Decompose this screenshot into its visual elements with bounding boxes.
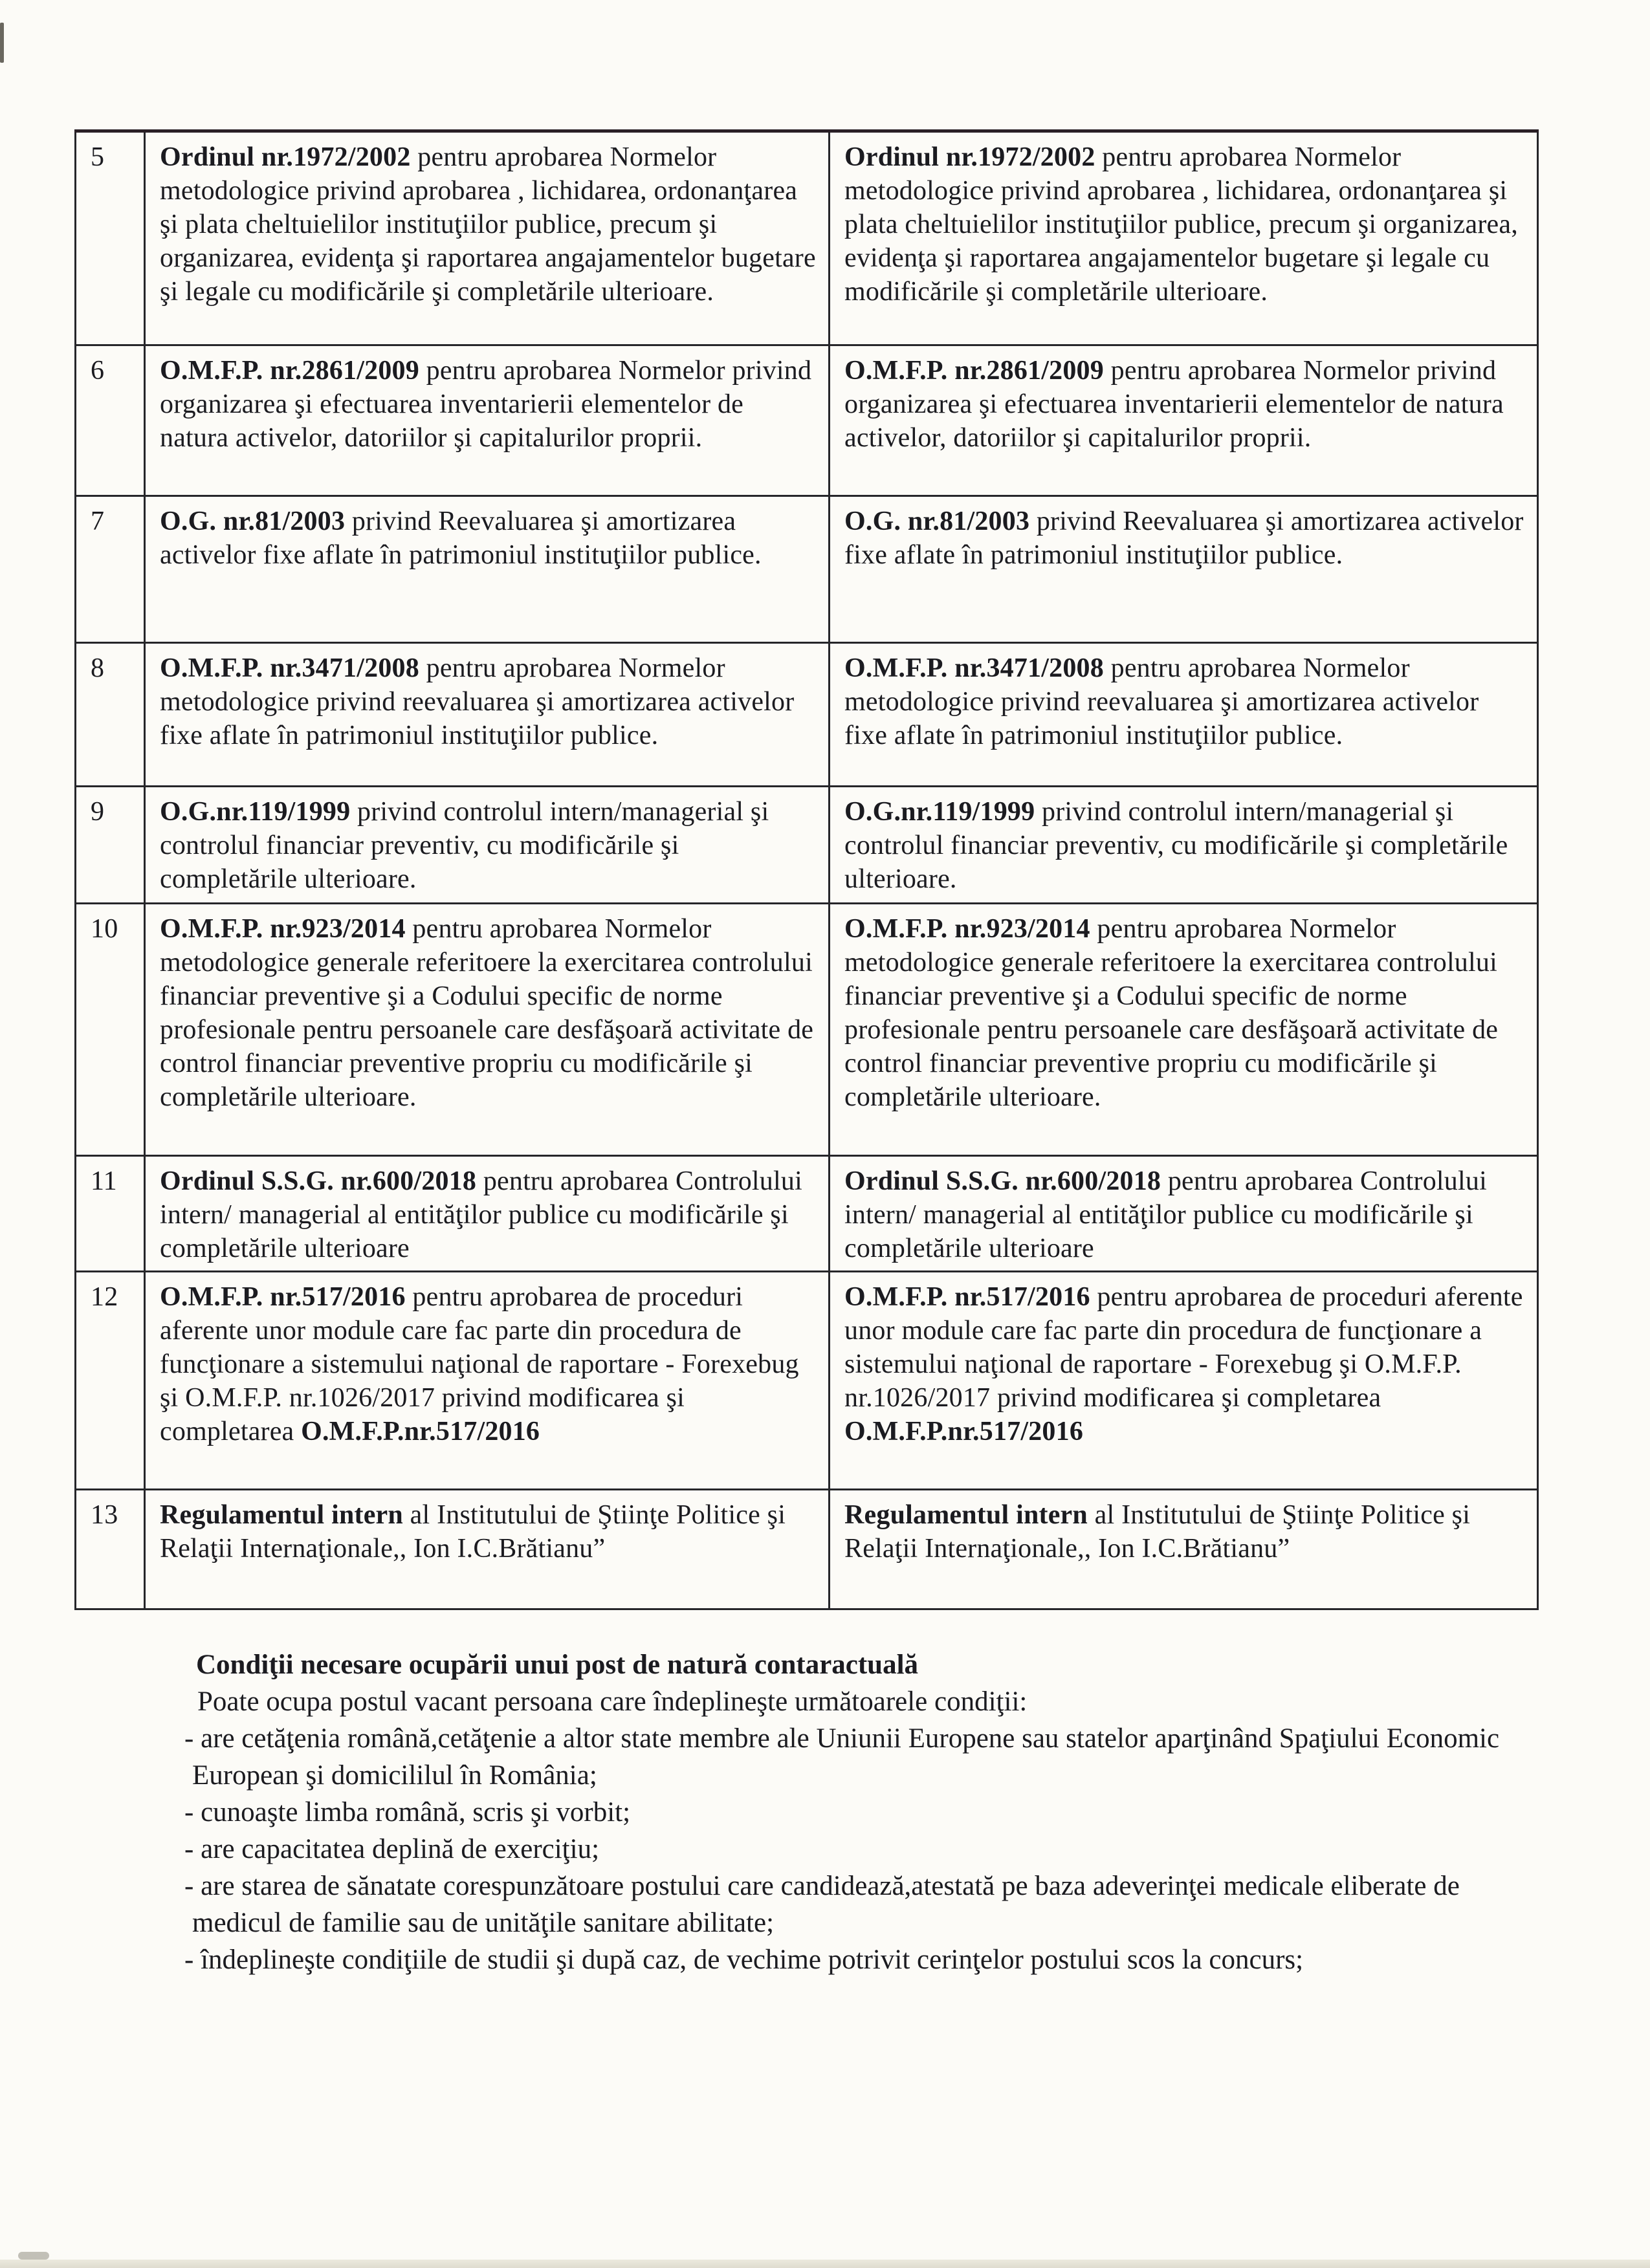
legislation-table [74,129,1539,1610]
scan-smudge-artifact [18,2252,49,2260]
law-cell-right: Ordinul nr.1972/2002 pentru aprobarea Normelor metodologice privind aprobarea , lichidarea, ordonanţarea şi plata cheltuielilor instituţiilor publice, precum şi organizarea, evidenţa şi raportarea angajamentelor bugetare şi legale cu modificările şi completările ulterioare. [830,131,1538,345]
table-row [76,1490,1538,1609]
law-cell-right: O.M.F.P. nr.923/2014 pentru aprobarea Normelor metodologice generale referitoere la exercitarea controlului financiar preventive şi a Codului specific de norme profesionale pentru persoanele care desfăşoară activitate de control financiar preventive propriu cu modificările şi completările ulterioare. [830,904,1538,1156]
row-number: 8 [76,643,145,787]
table-row [76,131,1538,345]
table-row [76,904,1538,1156]
condition-item: - are cetăţenia română,cetăţenie a altor state membre ale Uniunii Europene sau statelor aparţinând Spaţiului Economic European şi domicililul în România; [184,1723,1500,1791]
law-cell-left: O.M.F.P. nr.2861/2009 pentru aprobarea Normelor privind organizarea şi efectuarea inventarierii elementelor de natura activelor, datoriilor şi capitalurilor proprii. [145,345,830,496]
condition-item: - cunoaşte limba română, scris şi vorbit; [184,1797,631,1827]
law-cell-left: O.M.F.P. nr.517/2016 pentru aprobarea de proceduri aferente unor module care fac parte din procedura de funcţionare a sistemului naţional de raportare - Forexebug şi O.M.F.P. nr.1026/2017 privind modificarea şi completarea O.M.F.P.nr.517/2016 [145,1272,830,1490]
conditions-intro: Poate ocupa postul vacant persoana care îndeplineşte următoarele condiţii: [197,1686,1028,1717]
scan-bottom-edge-artifact [0,2260,1650,2268]
law-cell-right: O.M.F.P. nr.2861/2009 pentru aprobarea Normelor privind organizarea şi efectuarea inventarierii elementelor de natura activelor, datoriilor şi capitalurilor proprii. [830,345,1538,496]
table-row [76,1272,1538,1490]
table-row [76,345,1538,496]
table-row [76,1156,1538,1272]
law-cell-left: O.G. nr.81/2003 privind Reevaluarea şi amortizarea activelor fixe aflate în patrimoniul instituţiilor publice. [145,496,830,643]
scan-edge-artifact [0,23,4,63]
row-number: 9 [76,787,145,904]
table-row [76,643,1538,787]
condition-item: - îndeplineşte condiţiile de studii şi după caz, de vechime potrivit cerinţelor postului scos la concurs; [184,1945,1304,1975]
law-cell-right: O.M.F.P. nr.3471/2008 pentru aprobarea Normelor metodologice privind reevaluarea şi amortizarea activelor fixe aflate în patrimoniul instituţiilor publice. [830,643,1538,787]
law-cell-right: O.G. nr.81/2003 privind Reevaluarea şi amortizarea activelor fixe aflate în patrimoniul instituţiilor publice. [830,496,1538,643]
law-cell-left: Ordinul nr.1972/2002 pentru aprobarea Normelor metodologice privind aprobarea , lichidarea, ordonanţarea şi plata cheltuielilor instituţiilor publice, precum şi organizarea, evidenţa şi raportarea angajamentelor bugetare şi legale cu modificările şi completările ulterioare. [145,131,830,345]
law-cell-right: O.M.F.P. nr.517/2016 pentru aprobarea de proceduri aferente unor module care fac parte din procedura de funcţionare a sistemului naţional de raportare - Forexebug şi O.M.F.P. nr.1026/2017 privind modificarea şi completarea O.M.F.P.nr.517/2016 [830,1272,1538,1490]
row-number: 12 [76,1272,145,1490]
law-cell-right: O.G.nr.119/1999 privind controlul intern/managerial şi controlul financiar preventiv, cu modificările şi completările ulterioare. [830,787,1538,904]
law-cell-left: O.M.F.P. nr.923/2014 pentru aprobarea Normelor metodologice generale referitoere la exercitarea controlului financiar preventive şi a Codului specific de norme profesionale pentru persoanele care desfăşoară activitate de control financiar preventive propriu cu modificările şi completările ulterioare. [145,904,830,1156]
law-cell-right: Regulamentul intern al Institutului de Ştiinţe Politice şi Relaţii Internaţionale,, Ion I.C.Brătianu” [830,1490,1538,1609]
row-number: 10 [76,904,145,1156]
row-number: 11 [76,1156,145,1272]
table-row [76,496,1538,643]
row-number: 6 [76,345,145,496]
conditions-heading: Condiţii necesare ocupării unui post de natură contaractuală [196,1650,919,1680]
law-cell-left: Regulamentul intern al Institutului de Ştiinţe Politice şi Relaţii Internaţionale,, Ion I.C.Brătianu” [145,1490,830,1609]
conditions-section [184,1646,1527,1978]
row-number: 13 [76,1490,145,1609]
law-cell-left: Ordinul S.S.G. nr.600/2018 pentru aprobarea Controlului intern/ managerial al entităţilor publice cu modificările şi completările ulterioare [145,1156,830,1272]
condition-item: - are starea de sănatate corespunzătoare postului care candidează,atestată pe baza adeverinţei medicale eliberate de medicul de familie sau de unităţile sanitare abilitate; [184,1871,1460,1938]
law-cell-left: O.G.nr.119/1999 privind controlul intern/managerial şi controlul financiar preventiv, cu modificările şi completările ulterioare. [145,787,830,904]
row-number: 7 [76,496,145,643]
condition-item: - are capacitatea deplină de exerciţiu; [184,1834,600,1864]
law-cell-right: Ordinul S.S.G. nr.600/2018 pentru aprobarea Controlului intern/ managerial al entităţilor publice cu modificările şi completările ulterioare [830,1156,1538,1272]
row-number: 5 [76,131,145,345]
table-row [76,787,1538,904]
law-cell-left: O.M.F.P. nr.3471/2008 pentru aprobarea Normelor metodologice privind reevaluarea şi amortizarea activelor fixe aflate în patrimoniul instituţiilor publice. [145,643,830,787]
